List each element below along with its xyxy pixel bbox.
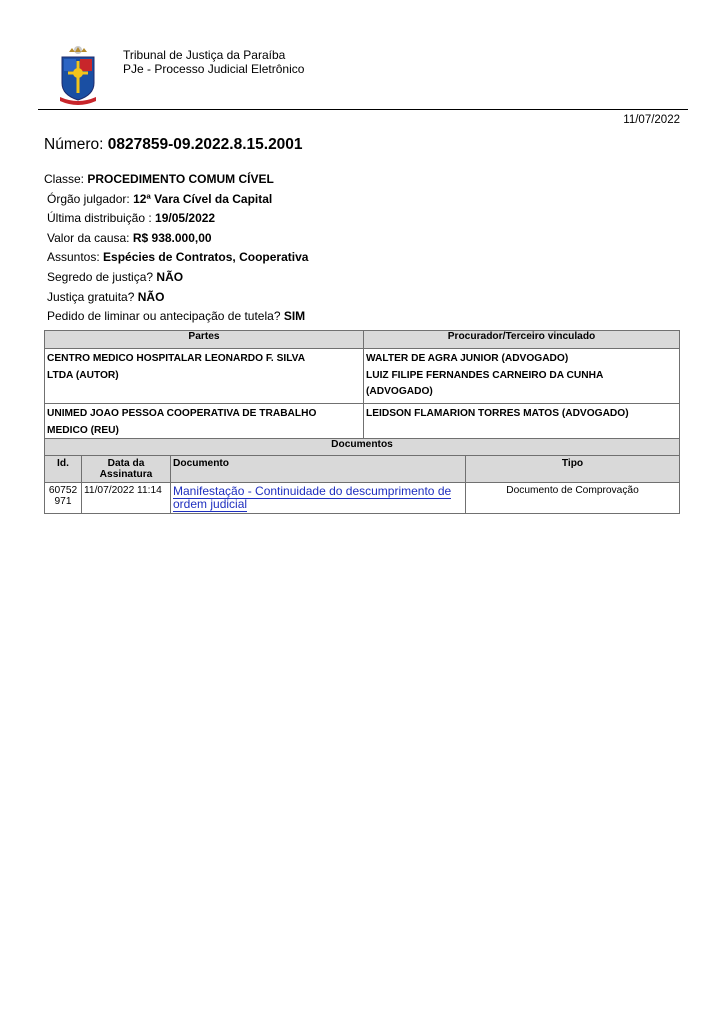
field-label: Justiça gratuita? — [47, 289, 135, 304]
field-value: R$ 938.000,00 — [132, 230, 212, 245]
column-header-tipo: Tipo — [466, 456, 680, 483]
document-type-cell: Documento de Comprovação — [466, 483, 680, 514]
header-line: Data da — [107, 458, 145, 469]
field-value: NÃO — [137, 289, 165, 304]
parties-table — [44, 330, 680, 442]
field-label: Pedido de liminar ou antecipação de tutela? — [47, 309, 281, 324]
party-name-line: CENTRO MEDICO HOSPITALAR LEONARDO F. SILVA — [47, 353, 306, 364]
field-label: Última distribuição : — [47, 211, 152, 226]
document-link-line[interactable]: ordem judicial — [173, 497, 248, 511]
system-name: PJe - Processo Judicial Eletrônico — [123, 62, 305, 76]
field-orgao-julgador — [44, 190, 308, 210]
field-label: Classe: — [44, 172, 85, 186]
document-header — [38, 40, 688, 110]
field-assuntos — [44, 248, 308, 268]
court-name: Tribunal de Justiça da Paraíba — [123, 48, 286, 62]
field-label: Segredo de justiça? — [47, 269, 154, 284]
party-name-line: LTDA (AUTOR) — [47, 369, 119, 381]
party-cell — [45, 404, 364, 442]
field-classe — [44, 170, 308, 190]
column-header-documento: Documento — [171, 456, 466, 483]
document-link-line[interactable]: Manifestação - Continuidade do descumprimento de — [173, 484, 452, 498]
field-segredo-justica — [44, 268, 308, 288]
documents-table — [44, 438, 680, 514]
table-row — [45, 404, 680, 442]
field-value: SIM — [283, 309, 306, 324]
document-id-line: 60752 — [48, 485, 78, 496]
header-line: Assinatura — [99, 469, 153, 480]
field-value: 12ª Vara Cível da Capital — [133, 191, 273, 206]
attorney-cell — [364, 404, 680, 442]
header-divider — [38, 109, 688, 110]
field-value: 19/05/2022 — [155, 211, 216, 226]
process-details — [44, 170, 308, 327]
party-name-line: UNIMED JOAO PESSOA COOPERATIVA DE TRABALHO — [47, 408, 317, 419]
field-label: Valor da causa: — [47, 230, 130, 245]
tjpb-coat-of-arms-icon — [58, 43, 98, 107]
column-header-procurador: Procurador/Terceiro vinculado — [364, 331, 680, 349]
field-ultima-distribuicao — [44, 209, 308, 229]
party-name-line: MEDICO (REU) — [47, 424, 119, 436]
documents-section-title: Documentos — [45, 439, 680, 456]
field-justica-gratuita — [44, 288, 308, 308]
document-id-line: 971 — [54, 496, 72, 507]
field-value: NÃO — [156, 269, 184, 284]
attorney-line: (ADVOGADO) — [366, 386, 433, 397]
column-header-data-assinatura — [82, 456, 171, 483]
field-label: Assuntos: — [47, 250, 100, 265]
process-number-value: 0827859-09.2022.8.15.2001 — [107, 136, 303, 153]
field-value: Espécies de Contratos, Cooperativa — [103, 250, 309, 265]
attorney-line: LEIDSON FLAMARION TORRES MATOS (ADVOGADO) — [366, 408, 629, 419]
attorney-line: LUIZ FILIPE FERNANDES CARNEIRO DA CUNHA — [366, 369, 604, 381]
process-number — [44, 136, 303, 154]
field-valor-causa — [44, 229, 308, 249]
attorney-line: WALTER DE AGRA JUNIOR (ADVOGADO) — [366, 353, 569, 364]
organization-name — [123, 48, 304, 76]
field-value: PROCEDIMENTO COMUM CÍVEL — [87, 172, 274, 186]
document-link-cell[interactable] — [171, 483, 466, 514]
document-date-cell: 11/07/2022 11:14 — [82, 483, 171, 514]
attorney-cell — [364, 349, 680, 404]
party-cell — [45, 349, 364, 404]
document-date: 11/07/2022 — [623, 114, 680, 126]
document-link[interactable] — [173, 484, 451, 512]
parties-header-row — [45, 331, 680, 349]
field-label: Órgão julgador: — [47, 191, 130, 206]
table-row — [45, 483, 680, 514]
document-id-cell — [45, 483, 82, 514]
column-header-partes: Partes — [45, 331, 364, 349]
process-number-label: Número: — [44, 136, 104, 153]
documents-header-row — [45, 456, 680, 483]
documents-section-row — [45, 439, 680, 456]
table-row — [45, 349, 680, 404]
field-pedido-liminar — [44, 307, 308, 327]
column-header-id: Id. — [45, 456, 82, 483]
